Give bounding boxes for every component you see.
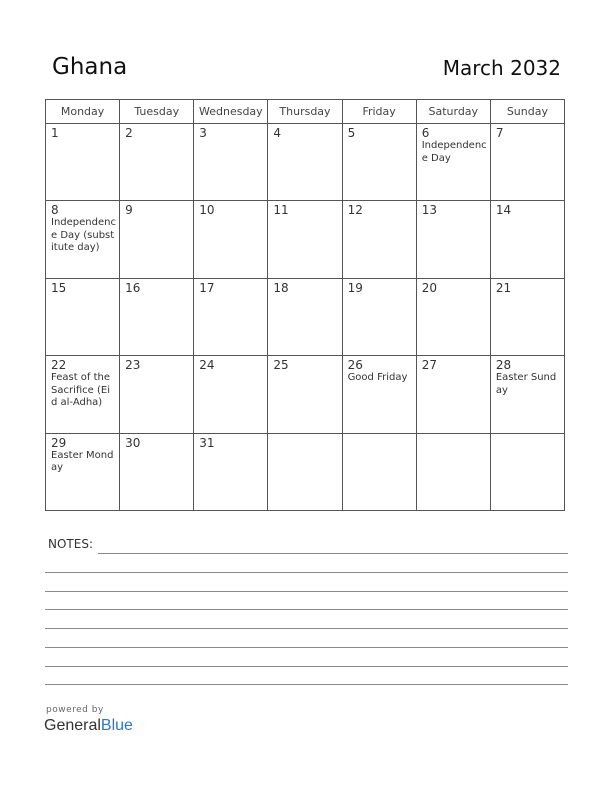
day-number: 29 <box>51 435 67 450</box>
day-number: 23 <box>125 358 141 373</box>
day-number: 13 <box>421 203 437 218</box>
weekday-header: Sunday <box>490 100 564 124</box>
day-number: 4 <box>273 126 282 140</box>
day-number: 10 <box>199 203 215 218</box>
day-number: 28 <box>495 358 512 373</box>
day-number: 7 <box>495 126 504 140</box>
day-number: 25 <box>273 358 289 373</box>
day-cell <box>342 124 416 201</box>
day-cell <box>268 124 342 201</box>
week-row <box>46 201 565 278</box>
holiday-label: Good Friday <box>347 372 408 384</box>
day-number: 22 <box>51 358 67 373</box>
day-cell <box>194 356 268 433</box>
day-number: 17 <box>199 280 215 295</box>
week-row <box>46 433 565 510</box>
week-row <box>46 356 565 433</box>
day-cell <box>268 433 342 510</box>
day-cell <box>46 201 120 278</box>
day-number: 24 <box>199 358 215 373</box>
week-row <box>46 124 565 201</box>
day-cell <box>342 356 416 433</box>
day-cell <box>342 201 416 278</box>
note-line <box>45 628 568 629</box>
weekday-header: Monday <box>46 100 120 124</box>
day-cell <box>490 278 564 355</box>
day-cell <box>268 356 342 433</box>
day-number: 3 <box>199 126 207 140</box>
day-number: 8 <box>51 203 59 218</box>
month-year-title: March 2032 <box>442 56 561 80</box>
holiday-label: Independence Day <box>421 140 487 164</box>
day-number: 2 <box>125 126 133 140</box>
day-number: 26 <box>347 358 363 373</box>
day-cell <box>194 201 268 278</box>
day-cell <box>342 433 416 510</box>
day-number: 31 <box>199 435 215 450</box>
note-line <box>45 684 568 685</box>
day-number: 6 <box>421 126 430 140</box>
weekday-header-row <box>46 100 565 124</box>
country-title: Ghana <box>52 54 128 80</box>
generalblue-logo <box>44 717 133 735</box>
brand-general: General <box>44 717 101 734</box>
weekday-header: Saturday <box>416 100 490 124</box>
note-line <box>45 572 568 573</box>
holiday-label: Independence Day (substitute day) <box>51 217 116 254</box>
day-cell <box>342 278 416 355</box>
note-line <box>45 609 568 610</box>
day-cell <box>490 124 564 201</box>
day-cell <box>120 124 194 201</box>
note-line <box>45 591 568 592</box>
powered-by-text: powered by <box>46 705 104 715</box>
brand-blue: Blue <box>100 717 133 734</box>
calendar-grid <box>45 99 565 511</box>
holiday-label: Easter Sunday <box>495 372 557 396</box>
day-cell <box>416 356 490 433</box>
day-number: 14 <box>495 203 512 218</box>
day-cell <box>490 433 564 510</box>
day-number: 18 <box>273 280 289 295</box>
day-cell <box>490 201 564 278</box>
day-cell <box>46 433 120 510</box>
day-number: 30 <box>125 435 141 450</box>
day-number: 21 <box>495 280 512 295</box>
day-cell <box>120 278 194 355</box>
day-cell <box>46 124 120 201</box>
day-number: 11 <box>273 203 289 218</box>
note-line <box>45 666 568 667</box>
day-cell <box>416 124 490 201</box>
day-cell <box>194 124 268 201</box>
day-cell <box>194 278 268 355</box>
holiday-label: Easter Monday <box>51 449 114 474</box>
note-line <box>98 553 568 554</box>
day-cell <box>120 433 194 510</box>
day-cell <box>416 278 490 355</box>
holiday-label: Feast of the Sacrifice (Eid al-Adha) <box>51 372 111 409</box>
weekday-header: Thursday <box>268 100 342 124</box>
day-number: 9 <box>125 203 133 218</box>
day-cell <box>490 356 564 433</box>
week-row <box>46 278 565 355</box>
day-number: 16 <box>125 280 141 295</box>
note-line <box>45 647 568 648</box>
day-cell <box>268 201 342 278</box>
day-number: 19 <box>347 280 363 295</box>
day-number: 1 <box>51 126 59 140</box>
day-number: 27 <box>421 358 437 373</box>
day-cell <box>46 278 120 355</box>
day-cell <box>120 356 194 433</box>
day-cell <box>194 433 268 510</box>
day-number: 12 <box>347 203 363 218</box>
day-number: 5 <box>347 126 356 140</box>
notes-label: NOTES: <box>48 537 93 551</box>
day-cell <box>120 201 194 278</box>
weekday-header: Friday <box>342 100 416 124</box>
day-cell <box>416 201 490 278</box>
day-number: 20 <box>421 280 437 295</box>
day-cell <box>46 356 120 433</box>
weekday-header: Tuesday <box>120 100 194 124</box>
weekday-header: Wednesday <box>194 100 268 124</box>
day-cell <box>416 433 490 510</box>
day-number: 15 <box>51 280 67 295</box>
day-cell <box>268 278 342 355</box>
